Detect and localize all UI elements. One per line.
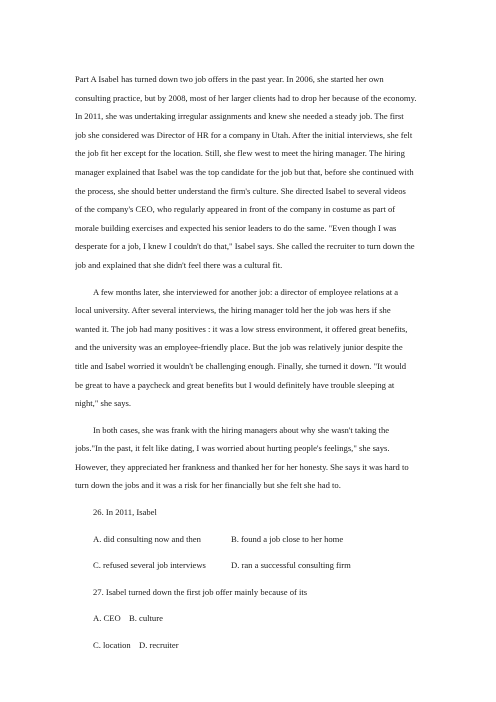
paragraph-1 <box>75 70 425 275</box>
option-b: B. found a job close to her home <box>231 533 344 544</box>
option-a: A. CEO <box>93 613 121 624</box>
text-line: In 2011, she was undertaking irregular assignments and knew she needed a steady job. The first <box>75 111 404 122</box>
option-d: D. ran a successful consulting firm <box>231 560 351 571</box>
text-line: A few months later, she interviewed for another job: a director of employee relations at a <box>93 286 399 297</box>
paragraph-2 <box>75 283 425 413</box>
paragraph-gap <box>75 575 425 583</box>
text-line: In both cases, she was frank with the hiring managers about why she wasn't taking the <box>93 424 390 435</box>
text-line: and the university was an employee-friendly place. But the job was relatively junior despite the <box>75 342 403 353</box>
option-row <box>75 609 425 628</box>
text-line: turn down the jobs and it was a risk for her financially but she felt she had to. <box>75 480 341 491</box>
option-c: C. refused several job interviews <box>93 560 206 571</box>
paragraph-3 <box>75 421 425 495</box>
text-line: morale building exercises and expected his senior leaders to do the same. "Even though I was <box>75 222 397 233</box>
question-stem: 27. Isabel turned down the first job offer mainly because of its <box>93 586 308 597</box>
text-line: job and explained that she didn't feel there was a cultural fit. <box>75 259 283 270</box>
option-a: A. did consulting now and then <box>93 533 201 544</box>
document-content <box>75 70 425 655</box>
question-26 <box>75 503 425 575</box>
text-line: job she considered was Director of HR for a company in Utah. After the initial interviews, she felt <box>75 129 413 140</box>
text-line: desperate for a job, I knew I couldn't do that," Isabel says. She called the recruiter to turn down the <box>75 241 415 252</box>
text-line: Part A Isabel has turned down two job offers in the past year. In 2006, she started her own <box>75 74 384 84</box>
text-line: manager explained that Isabel was the top candidate for the job but that, before she continued with <box>75 166 414 177</box>
paragraph-gap <box>75 522 425 530</box>
question-stem: 26. In 2011, Isabel <box>93 507 157 518</box>
paragraph-gap <box>75 275 425 283</box>
option-d: D. recruiter <box>139 640 179 651</box>
text-line: jobs."In the past, it felt like dating, I was worried about hurting people's feelings," she says. <box>75 443 390 454</box>
text-line: local university. After several interviews, the hiring manager told her the job was hers if she <box>75 305 391 316</box>
text-line: the job fit her except for the location. Still, she flew west to meet the hiring manager. The hiring <box>75 148 405 159</box>
text-line: wanted it. The job had many positives : it was a low stress environment, it offered great benefits, <box>75 323 408 334</box>
option-row <box>75 556 425 575</box>
option-b: B. culture <box>129 613 163 624</box>
text-line: However, they appreciated her frankness and thanked her for her honesty. She says it was hard to <box>75 461 409 472</box>
paragraph-gap <box>75 601 425 609</box>
paragraph-gap <box>75 628 425 636</box>
text-line: the process, she should better understand the firm's culture. She directed Isabel to several videos <box>75 185 406 196</box>
option-row <box>75 636 425 655</box>
paragraph-gap <box>75 548 425 556</box>
text-line: title and Isabel worried it wouldn't be challenging enough. Finally, she turned it down. "It would <box>75 360 406 371</box>
option-c: C. location <box>93 640 131 651</box>
text-line: be great to have a paycheck and great benefits but I would definitely have trouble sleeping at <box>75 379 395 390</box>
question-27 <box>75 583 425 655</box>
text-line: consulting practice, but by 2008, most of her larger clients had to drop her because of the economy. <box>75 92 417 103</box>
paragraph-gap <box>75 495 425 503</box>
text-line: of the company's CEO, who regularly appeared in front of the company in costume as part of <box>75 204 396 215</box>
text-line: night," she says. <box>75 398 132 409</box>
option-row <box>75 530 425 549</box>
paragraph-gap <box>75 413 425 421</box>
